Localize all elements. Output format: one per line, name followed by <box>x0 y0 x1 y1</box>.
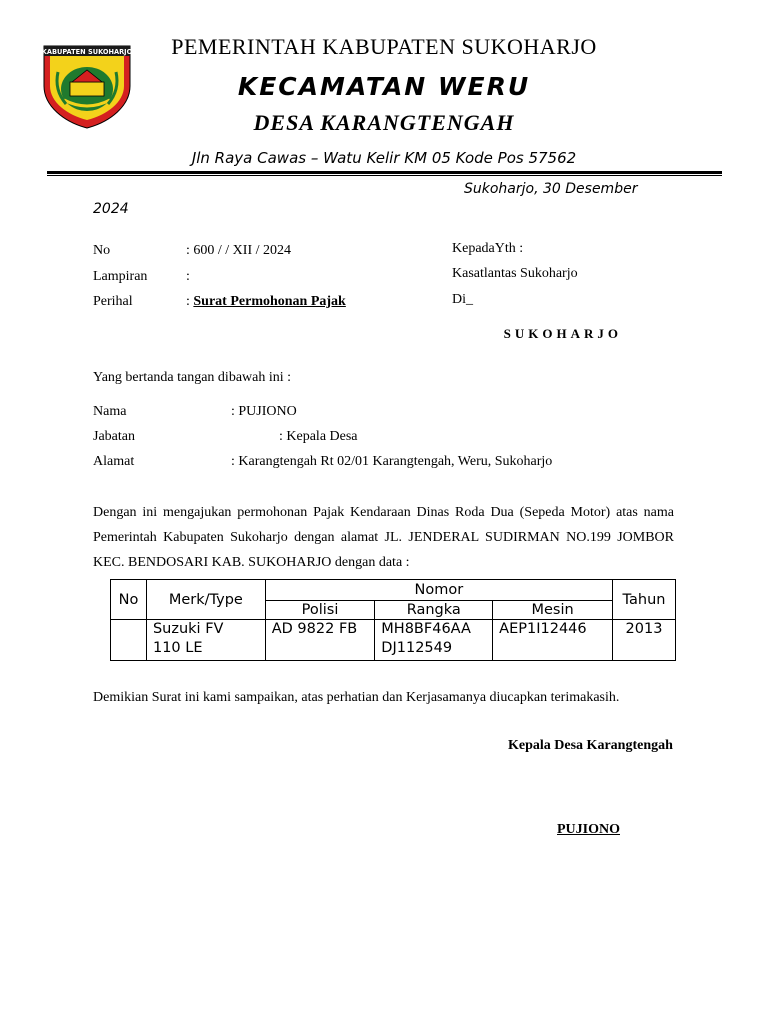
jabatan-value: : Kepala Desa <box>279 429 358 444</box>
recipient-city: SUKOHARJO <box>503 326 622 341</box>
village-heading: DESA KARANGTENGAH <box>253 110 515 135</box>
lampiran-label: Lampiran <box>93 269 148 284</box>
government-heading: PEMERINTAH KABUPATEN SUKOHARJO <box>171 34 597 59</box>
header-tahun: Tahun <box>613 580 676 620</box>
request-paragraph: Dengan ini mengajukan permohonan Pajak Kendaraan Dinas Roda Dua (Sepeda Motor) atas nama Pemerintah Kabupaten Sukoharjo dengan alamat JL. JENDERAL SUDIRMAN NO.199 JOMBOR KEC. BENDOSARI KAB. SUKOHARJO dengan data : <box>93 505 674 570</box>
header-no: No <box>111 580 147 620</box>
letterhead-divider <box>47 171 722 176</box>
recipient-salutation: KepadaYth : <box>452 241 524 256</box>
intro-text: Yang bertanda tangan dibawah ini : <box>93 370 292 385</box>
letter-date: Sukoharjo, 30 Desember <box>464 181 638 197</box>
recipient-name: Kasatlantas Sukoharjo <box>452 266 578 281</box>
header-mesin: Mesin <box>493 601 613 620</box>
cell-tahun: 2013 <box>613 620 676 661</box>
jabatan-label: Jabatan <box>93 429 135 444</box>
alamat-value: : Karangtengah Rt 02/01 Karangtengah, Weru, Sukoharjo <box>231 454 553 469</box>
vehicle-data-table <box>110 579 676 661</box>
signature-title: Kepala Desa Karangtengah <box>508 738 673 753</box>
closing-text: Demikian Surat ini kami sampaikan, atas perhatian dan Kerjasamanya diucapkan terimakasih. <box>93 690 620 705</box>
perihal-row <box>186 294 346 310</box>
table-header-row <box>111 580 676 601</box>
no-value: : 600 / / XII / 2024 <box>186 243 291 258</box>
nama-label: Nama <box>93 404 127 419</box>
header-polisi: Polisi <box>265 601 375 620</box>
cell-rangka <box>375 620 493 661</box>
table-row <box>111 620 676 661</box>
letter-date-year: 2024 <box>93 201 129 217</box>
perihal-colon: : <box>186 294 194 309</box>
cell-merk-line1: Suzuki FV <box>152 621 224 637</box>
cell-rangka-line1: MH8BF46AA <box>381 621 471 637</box>
nama-value: : PUJIONO <box>231 404 297 419</box>
cell-mesin: AEP1I12446 <box>493 620 613 661</box>
recipient-di: Di_ <box>452 292 473 307</box>
cell-merk <box>146 620 265 661</box>
lampiran-value: : <box>186 269 190 284</box>
district-heading: KECAMATAN WERU <box>237 72 531 101</box>
perihal-label: Perihal <box>93 294 133 309</box>
signature-name: PUJIONO <box>557 822 620 837</box>
letterhead-address: Jln Raya Cawas – Watu Kelir KM 05 Kode Pos 57562 <box>191 149 577 167</box>
cell-merk-line2: 110 LE <box>152 640 203 656</box>
header-rangka: Rangka <box>375 601 493 620</box>
header-merk: Merk/Type <box>146 580 265 620</box>
alamat-label: Alamat <box>93 454 135 469</box>
logo-text: KABUPATEN SUKOHARJO <box>41 48 133 56</box>
header-nomor: Nomor <box>265 580 612 601</box>
no-label: No <box>93 243 111 258</box>
cell-polisi: AD 9822 FB <box>265 620 375 661</box>
cell-no <box>111 620 147 661</box>
perihal-value: Surat Permohonan Pajak <box>193 294 346 309</box>
cell-rangka-line2: DJ112549 <box>381 640 453 656</box>
